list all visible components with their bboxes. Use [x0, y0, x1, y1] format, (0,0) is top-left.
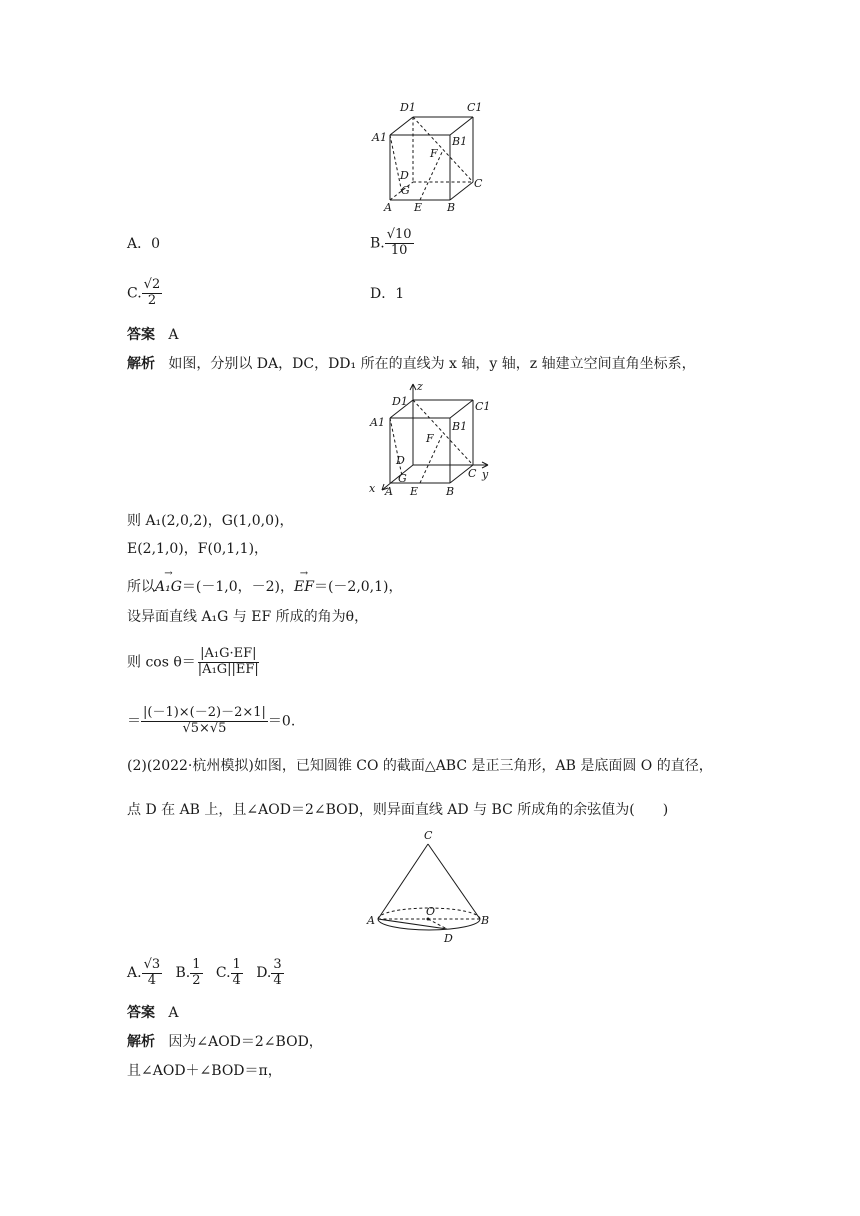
q2-option-d: D. $\frac{3}{4}$	[256, 957, 282, 988]
q2-stem-line-2: 点 D 在 AB 上，且∠AOD＝2∠BOD，则异面直线 AD 与 BC 所成角的余弦值为( )	[127, 802, 669, 818]
label2-d1: D1	[392, 395, 408, 408]
label2-g: G	[398, 472, 407, 485]
coords-line-1: 则 A₁(2,0,2)，G(1,0,0)，	[127, 513, 294, 529]
cube-figure	[360, 95, 500, 220]
answer-value: A	[168, 327, 179, 343]
label2-c: C	[468, 467, 477, 480]
label-d: D	[400, 169, 409, 182]
label2-f: F	[426, 432, 434, 445]
label-c1: C1	[467, 101, 483, 114]
q2-stem-line-1: (2)(2022·杭州模拟)如图，已知圆锥 CO 的截面△ABC 是正三角形，AB 是底面圆 O 的直径，	[127, 758, 713, 774]
label-g: G	[401, 184, 410, 197]
label-d1: D1	[400, 101, 416, 114]
label-c: C	[474, 177, 483, 190]
cube-axes-figure	[360, 378, 500, 500]
answer-row-2	[127, 1005, 178, 1022]
cone-label-o: O	[426, 905, 436, 918]
cone-label-d: D	[444, 932, 453, 945]
q2-analysis-line-2: 且∠AOD＋∠BOD＝π，	[127, 1063, 282, 1079]
q2-option-c: C. $\frac{1}{4}$	[215, 957, 241, 988]
label2-b: B	[446, 485, 455, 498]
q2-analysis-line-1: 因为∠AOD＝2∠BOD，	[168, 1034, 323, 1050]
cone-figure	[360, 826, 500, 952]
label2-a1: A1	[370, 416, 385, 429]
axis-x: x	[369, 482, 376, 495]
q2-option-a: A. $\frac{√3}{4}$	[127, 957, 161, 988]
label2-d: D	[396, 454, 405, 467]
option-d: D．1	[370, 286, 405, 302]
q2-option-b: B. $\frac{1}{2}$	[175, 957, 201, 988]
label-a: A	[384, 201, 392, 214]
answer-row-1	[127, 327, 178, 344]
analysis-row-2	[127, 1034, 323, 1051]
label2-e: E	[410, 485, 419, 498]
vector-line: 所以→ A₁G＝(－1,0，－2)，→ EF＝(－2,0,1)，	[127, 579, 403, 596]
cone-label-a: A	[367, 914, 375, 927]
analysis-intro: 如图，分别以 DA，DC，DD₁ 所在的直线为 x 轴，y 轴，z 轴建立空间直角坐标系，	[168, 356, 696, 372]
label2-a: A	[385, 485, 393, 498]
label2-c1: C1	[475, 400, 491, 413]
label-a1: A1	[372, 131, 387, 144]
answer-label: 答案	[127, 327, 155, 343]
q2-options	[127, 958, 284, 989]
label-e: E	[414, 201, 423, 214]
option-c: C. $\frac{√2}{2}$	[127, 277, 161, 308]
label-f: F	[430, 147, 438, 160]
cone-label-c: C	[424, 829, 433, 842]
axis-y: y	[482, 468, 489, 481]
angle-line: 设异面直线 A₁G 与 EF 所成的角为θ，	[127, 609, 369, 625]
coords-line-2: E(2,1,0)，F(0,1,1)，	[127, 541, 269, 557]
label-b: B	[447, 201, 456, 214]
axis-z: z	[417, 380, 423, 393]
answer-label-2: 答案	[127, 1005, 155, 1021]
cos-formula: 则 cos θ＝ $\frac{\text{|A₁G·EF|}}{\text{|A₁G||EF|}}$	[127, 646, 259, 677]
option-a: A．0	[127, 236, 161, 252]
label-b1: B1	[452, 135, 468, 148]
option-b: B. $\frac{√10}{10}$	[370, 227, 412, 258]
answer-value-2: A	[168, 1005, 179, 1021]
analysis-label-2: 解析	[127, 1034, 155, 1050]
analysis-label: 解析	[127, 356, 155, 372]
analysis-row-1	[127, 356, 696, 373]
label2-b1: B1	[452, 420, 468, 433]
calc-formula: ＝ $\frac{|(-1)\times(-2)-2\times 1|}{√5\times√5}$ ＝0.	[127, 705, 296, 736]
cone-label-b: B	[481, 914, 490, 927]
